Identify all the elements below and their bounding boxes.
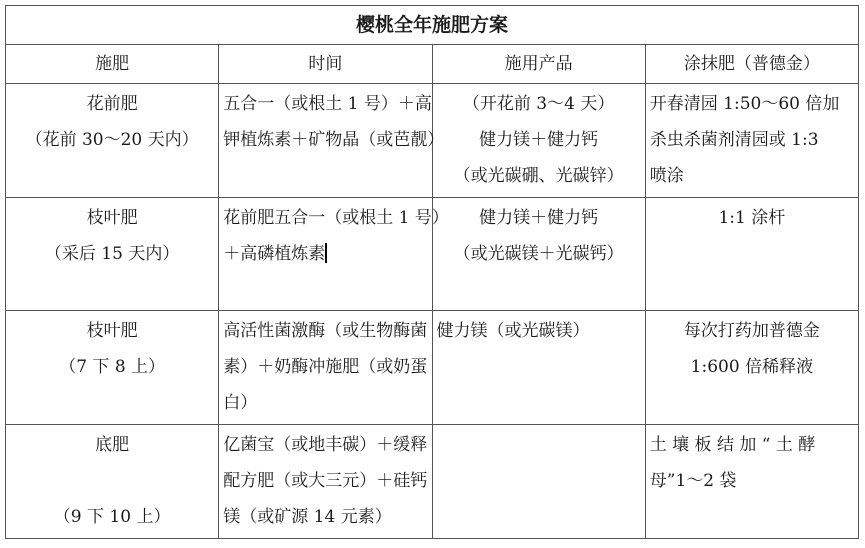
cell-line: 喷涂 [649,166,684,186]
table-row [6,425,859,539]
cell-smear [645,84,858,198]
cell-line: 亿菌宝（或地丰碳）＋缓释 [223,435,428,455]
cell-line: 钾植炼素＋矿物晶（或芭靓） [223,130,445,150]
cell-line: 母”1～2 袋 [649,471,737,491]
cell-line: （9 下 10 上） [53,507,171,527]
cell-line: 高活性菌激酶（或生物酶菌 [223,321,428,341]
cell-time [219,84,445,198]
cell-smear [645,425,858,539]
fertilization-table-container [5,5,859,539]
cell-product-empty [432,425,645,539]
cell-line: 花前肥 [86,94,138,114]
cell-line: 枝叶肥 [86,208,138,228]
cell-line: （开花前 3～4 天） [462,94,615,114]
text-cursor [325,243,327,263]
table-row [6,84,859,198]
header-time: 时间 [219,45,432,84]
cell-line: 土 壤 板 结 加 “ 土 酵 [649,435,816,455]
cell-smear [645,311,858,425]
cell-line: 素）＋奶酶冲施肥（或奶蛋 [223,357,428,377]
cell-line: 白） [223,393,258,413]
cell-time [219,311,432,425]
cell-line: （花前 30～20 天内） [25,130,199,150]
cell-line: 开春清园 1:50～60 倍加 [649,94,840,114]
header-product: 施用产品 [432,45,645,84]
cell-line: （7 下 8 上） [59,357,166,377]
cell-line: （或光碳镁＋光碳钙） [453,244,624,264]
cell-line: 健力镁（或光碳镁） [436,321,590,341]
cell-line: 配方肥（或大三元）＋硅钙 [223,471,428,491]
cell-line: 健力镁＋健力钙 [479,130,599,150]
cell-line: （采后 15 天内） [44,244,180,264]
table-title: 樱桃全年施肥方案 [6,6,859,45]
cell-line: 底肥 [95,435,130,455]
cell-line: 1:600 倍稀释液 [690,357,814,377]
table-row [6,311,859,425]
cell-smear [645,198,858,311]
cell-spacer [10,463,214,499]
table-row [6,198,859,311]
cell-fertilization [6,311,219,425]
cell-line: 杀虫杀菌剂清园或 1:3 [649,130,819,150]
cell-line: （或光碳硼、光碳锌） [453,166,624,186]
cell-line: 健力镁＋健力钙 [479,208,599,228]
cell-line: 枝叶肥 [86,321,138,341]
title-row [6,6,859,45]
cell-line: 镁（或矿源 14 元素） [223,507,392,527]
cell-line: 花前肥五合一（或根土 1 号） [223,208,449,228]
cell-fertilization [6,84,219,198]
cell-fertilization [6,425,219,539]
header-smear-fertilizer: 涂抹肥（普德金） [645,45,858,84]
cell-time[interactable] [219,198,449,311]
cell-product [432,84,645,198]
cell-line: 每次打药加普德金 [683,321,820,341]
header-row [6,45,859,84]
header-fertilization: 施肥 [6,45,219,84]
cell-time [219,425,432,539]
cell-fertilization [6,198,219,311]
cell-line-text: ＋高磷植炼素 [223,244,326,264]
cell-product [432,198,645,311]
cell-line: 五合一（或根土 1 号）＋高 [223,94,432,114]
cell-product [432,311,645,425]
cell-line: 1:1 涂杆 [718,208,786,228]
cell-line-with-cursor [223,236,427,272]
fertilization-plan-table [5,5,859,539]
